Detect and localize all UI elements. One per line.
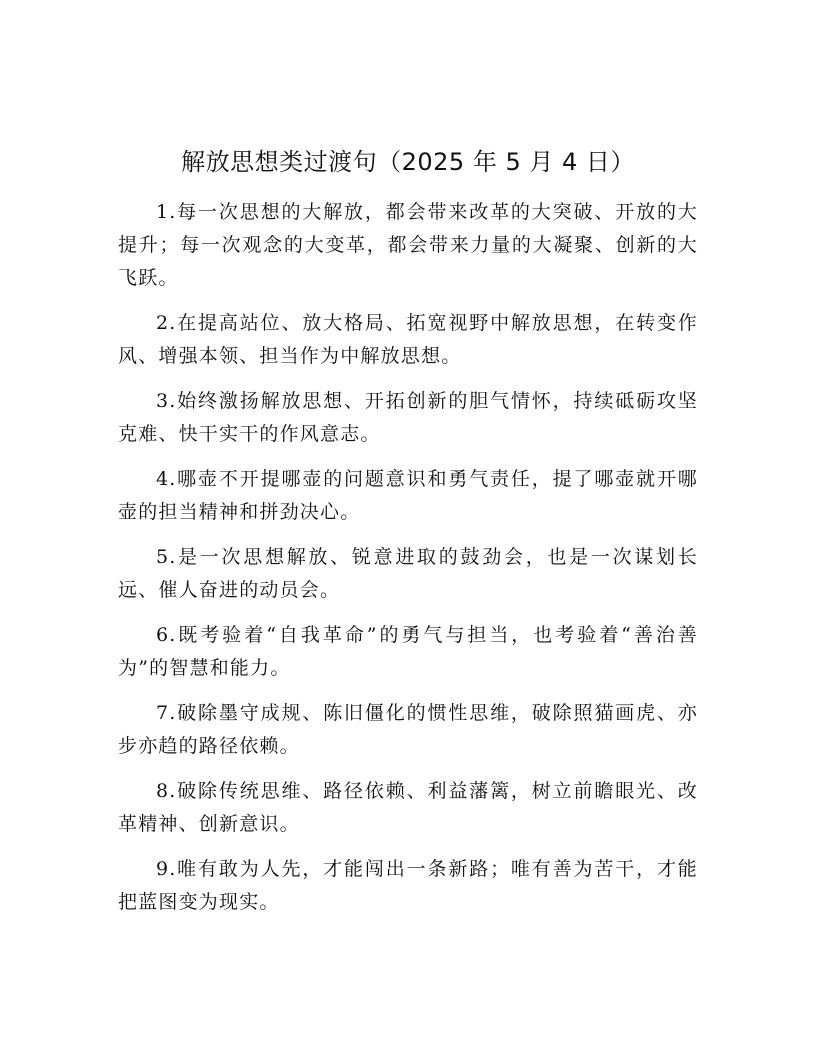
paragraph-5: 5.是一次思想解放、锐意进取的鼓劲会，也是一次谋划长远、催人奋进的动员会。 xyxy=(118,546,698,601)
paragraph-6: 6.既考验着“自我革命”的勇气与担当，也考验着“善治善为”的智慧和能力。 xyxy=(118,624,698,679)
paragraph-2: 2.在提高站位、放大格局、拓宽视野中解放思想，在转变作风、增强本领、担当作为中解放思想。 xyxy=(118,312,698,367)
paragraph-8: 8.破除传统思维、路径依赖、利益藩篱，树立前瞻眼光、改革精神、创新意识。 xyxy=(118,780,698,835)
paragraph-1: 1.每一次思想的大解放，都会带来改革的大突破、开放的大提升；每一次观念的大变革，都会带来力量的大凝聚、创新的大飞跃。 xyxy=(118,201,698,289)
paragraph-9: 9.唯有敢为人先，才能闯出一条新路；唯有善为苦干，才能把蓝图变为现实。 xyxy=(118,858,698,913)
paragraph-3: 3.始终激扬解放思想、开拓创新的胆气情怀，持续砥砺攻坚克难、快干实干的作风意志。 xyxy=(118,390,698,445)
document-title: 解放思想类过渡句（2025 年 5 月 4 日） xyxy=(181,148,635,176)
paragraph-4: 4.哪壶不开提哪壶的问题意识和勇气责任，提了哪壶就开哪壶的担当精神和拼劲决心。 xyxy=(118,468,698,523)
paragraph-7: 7.破除墨守成规、陈旧僵化的惯性思维，破除照猫画虎、亦步亦趋的路径依赖。 xyxy=(118,702,698,757)
document-body xyxy=(118,196,698,931)
